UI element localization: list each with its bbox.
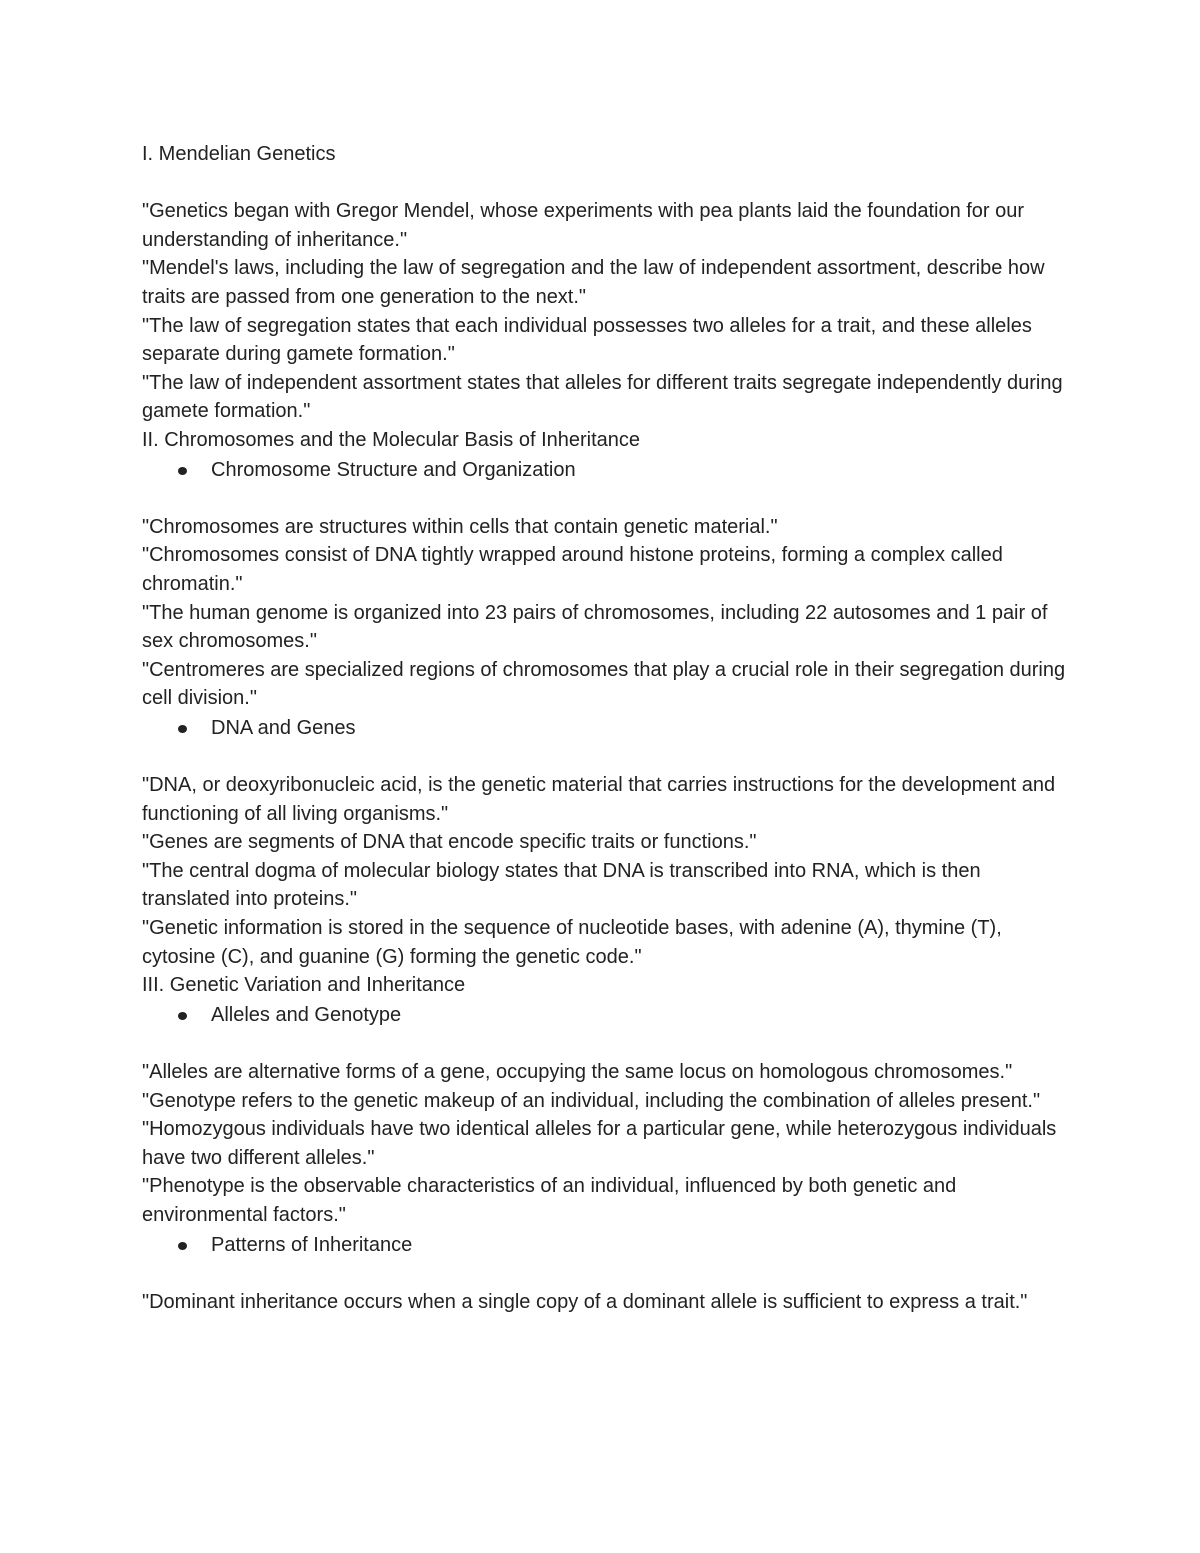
paragraph: "Centromeres are specialized regions of chromosomes that play a crucial role in their segregation during cell division." (142, 658, 1066, 710)
paragraph: "The law of segregation states that each individual possesses two alleles for a trait, and these alleles separate during gamete formation." (142, 314, 1032, 366)
bullet-item (142, 1001, 1072, 1030)
paragraph: "Phenotype is the observable characteristics of an individual, influenced by both genetic and environmental factors." (142, 1175, 957, 1226)
paragraph: "Genotype refers to the genetic makeup of an individual, including the combination of alleles present." (142, 1089, 1041, 1112)
bullet-text: Alleles and Genotype (211, 1003, 402, 1026)
paragraph: "Mendel's laws, including the law of segregation and the law of independent assortment, describe how traits are passed from one generation to the next." (142, 257, 1045, 308)
paragraph: "The law of independent assortment states that alleles for different traits segregate independently during gamete formation." (142, 371, 1063, 423)
bullet-icon (178, 1242, 187, 1250)
paragraph: "Alleles are alternative forms of a gene, occupying the same locus on homologous chromosomes." (142, 1061, 1013, 1083)
bullet-text: Patterns of Inheritance (211, 1233, 413, 1256)
paragraph: "Homozygous individuals have two identical alleles for a particular gene, while heterozygous individuals have two different alleles." (142, 1118, 1057, 1169)
paragraph: "The central dogma of molecular biology states that DNA is transcribed into RNA, which is then translated into proteins." (142, 859, 981, 911)
bullet-icon (178, 467, 187, 475)
paragraph: "Genes are segments of DNA that encode specific traits or functions." (142, 831, 757, 854)
blank-line (142, 1029, 1072, 1058)
bullet-item (142, 456, 1072, 485)
blank-line (142, 484, 1072, 513)
paragraph: "Dominant inheritance occurs when a single copy of a dominant allele is sufficient to express a trait." (142, 1290, 1028, 1313)
blank-line (142, 742, 1072, 771)
bullet-item (142, 1231, 1072, 1260)
section-heading: II. Chromosomes and the Molecular Basis of Inheritance (142, 428, 641, 451)
paragraph: "Genetics began with Gregor Mendel, whose experiments with pea plants laid the foundation for our understanding of inheritance." (142, 200, 1025, 251)
section-heading: I. Mendelian Genetics (142, 143, 336, 165)
section-heading: III. Genetic Variation and Inheritance (142, 974, 466, 997)
paragraph: "The human genome is organized into 23 pairs of chromosomes, including 22 autosomes and 1 pair of sex chromosomes." (142, 601, 1048, 653)
paragraph: "Genetic information is stored in the sequence of nucleotide bases, with adenine (A), thymine (T), cytosine (C), and guanine (G) forming the genetic code." (142, 917, 1002, 968)
bullet-icon (178, 1012, 187, 1020)
bullet-text: Chromosome Structure and Organization (211, 458, 576, 481)
bullet-item (142, 714, 1072, 743)
bullet-text: DNA and Genes (211, 716, 356, 739)
paragraph: "Chromosomes consist of DNA tightly wrapped around histone proteins, forming a complex called chromatin." (142, 544, 1003, 595)
paragraph: "DNA, or deoxyribonucleic acid, is the genetic material that carries instructions for the development and functioning of all living organisms." (142, 774, 1056, 825)
bullet-icon (178, 725, 187, 733)
document-body (142, 140, 1072, 1316)
blank-line (142, 169, 1072, 198)
blank-line (142, 1259, 1072, 1288)
paragraph: "Chromosomes are structures within cells that contain genetic material." (142, 515, 778, 538)
